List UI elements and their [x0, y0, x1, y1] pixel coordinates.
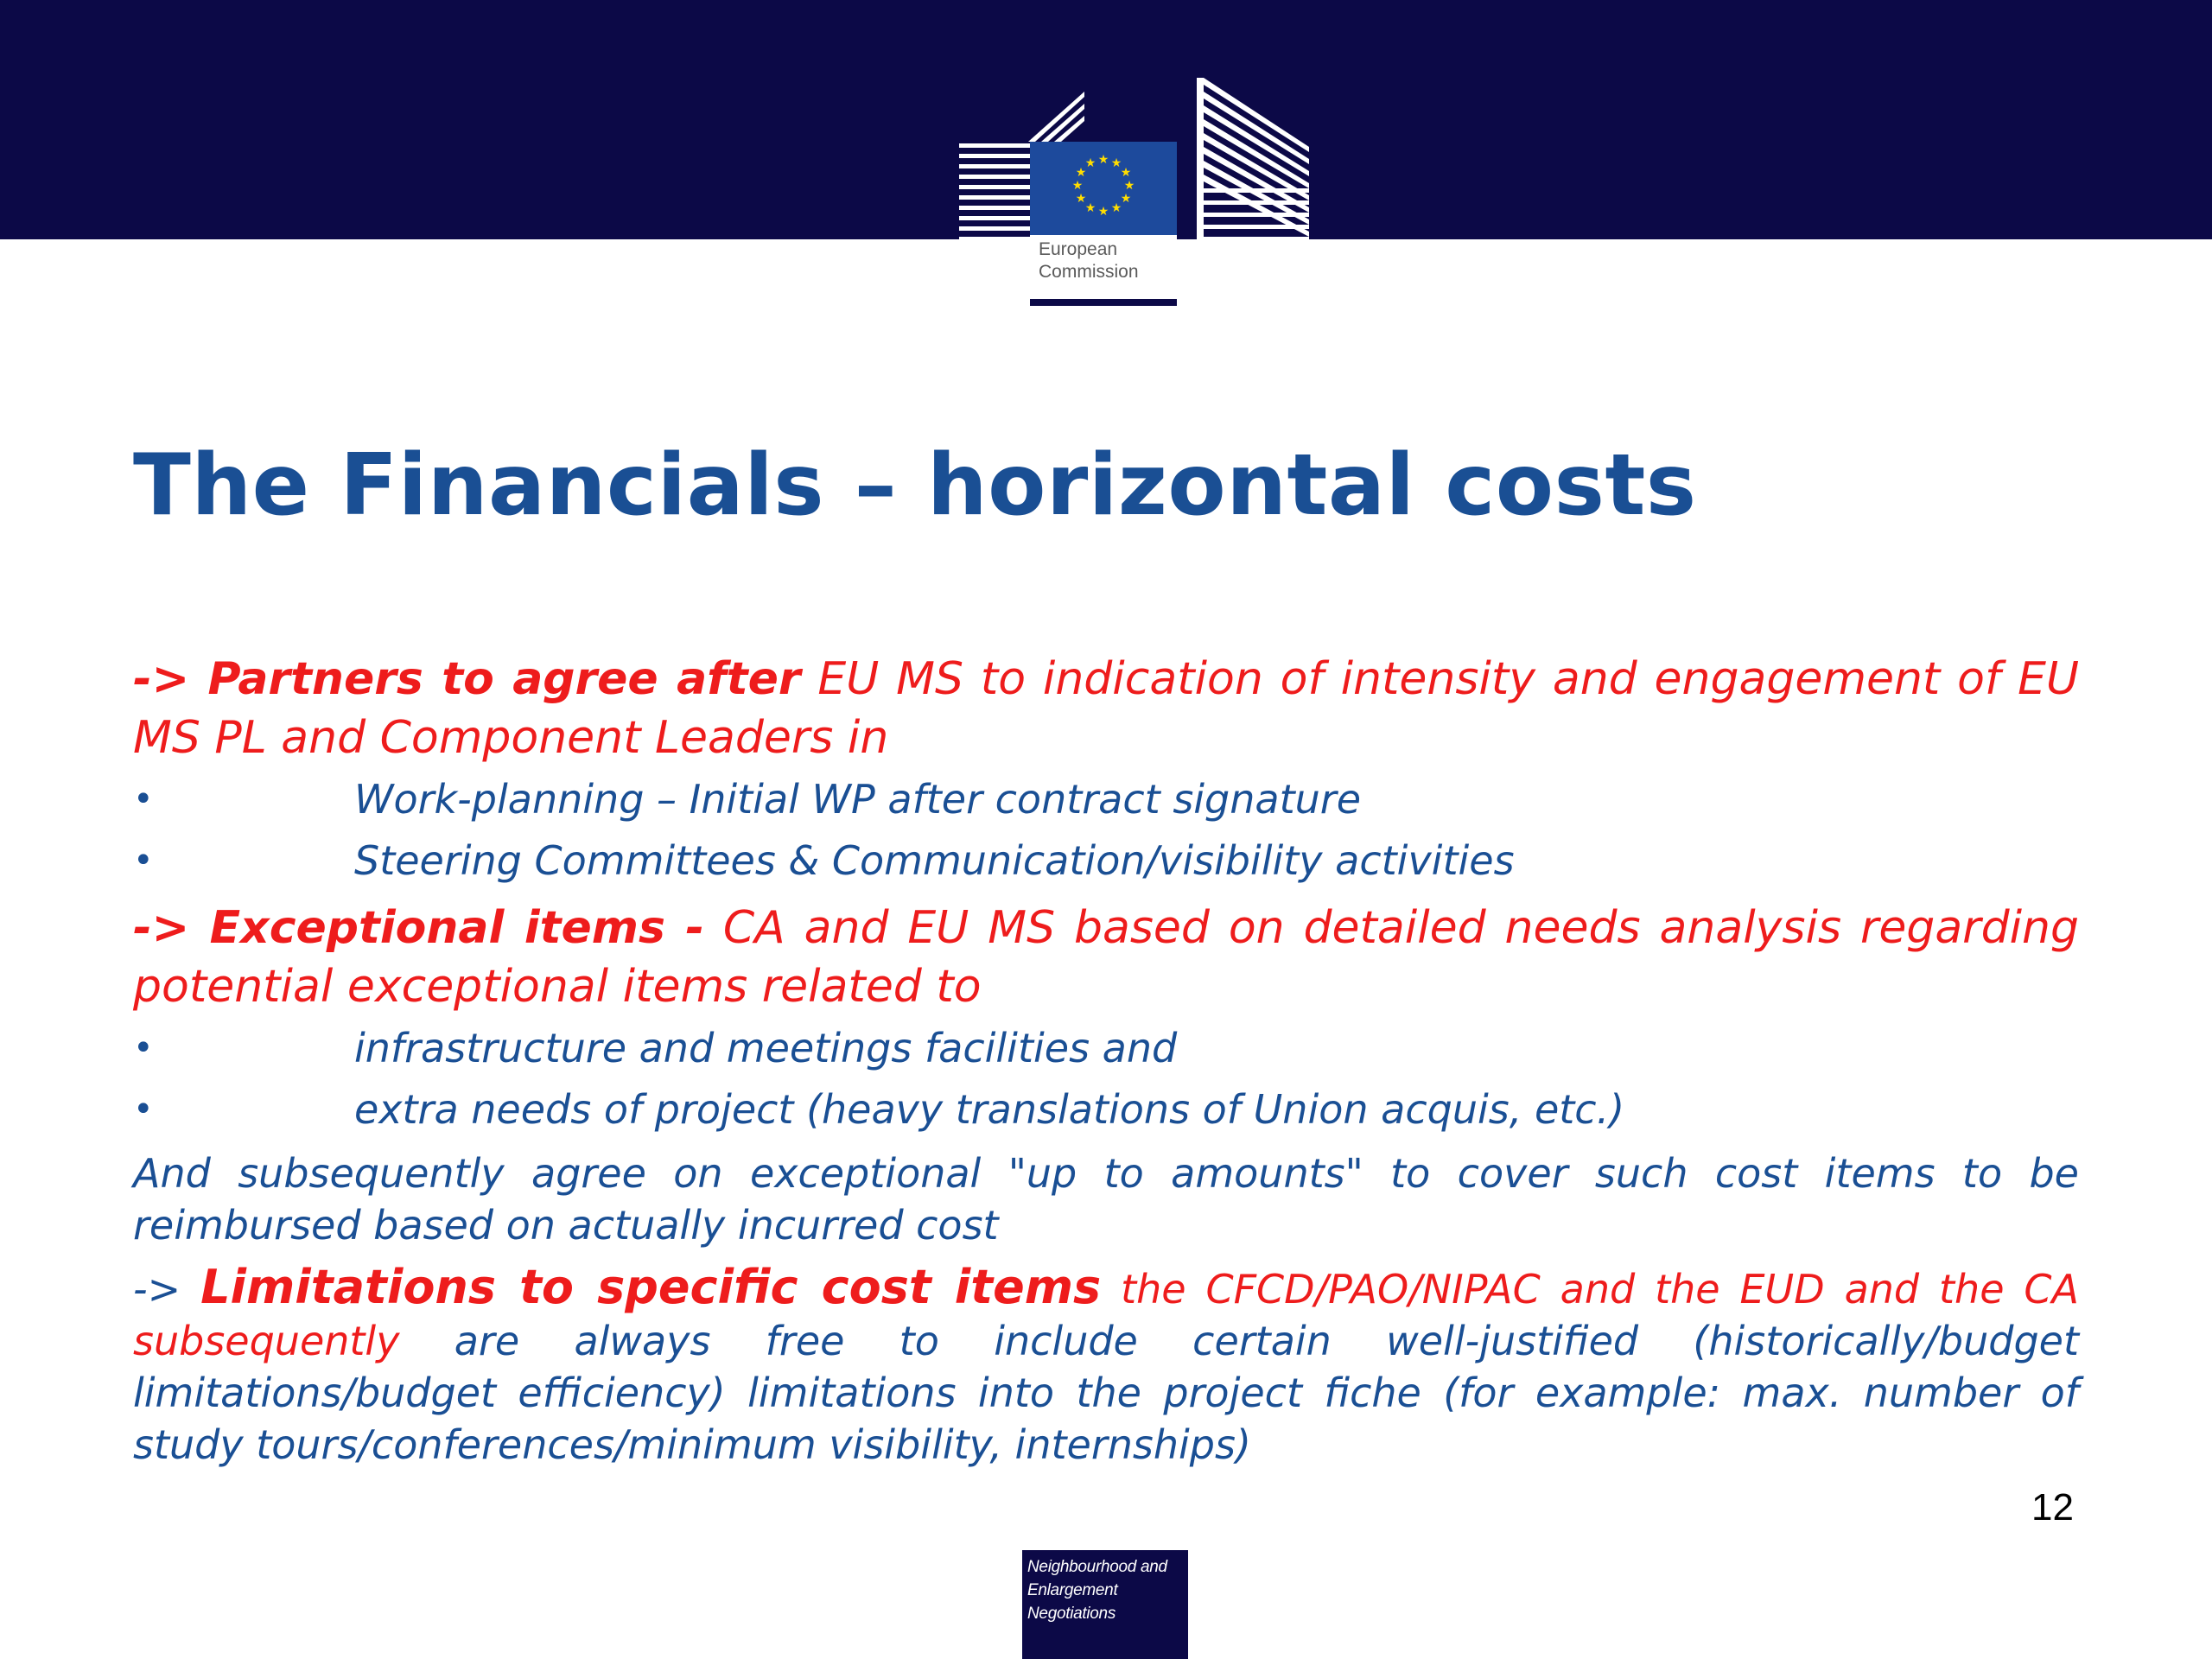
logo-line-2: Commission	[1039, 262, 1139, 282]
svg-text:★: ★	[1110, 156, 1122, 170]
svg-text:★: ★	[1097, 205, 1109, 219]
svg-text:★: ★	[1123, 179, 1135, 193]
bullet-icon: •	[133, 1028, 154, 1068]
paragraph-exceptional-text: CA and EU MS based on detailed needs analysis regarding potential exceptional items related to	[133, 902, 2079, 1013]
bullet-list-2	[133, 1018, 2079, 1141]
bullet-icon: •	[133, 1090, 154, 1129]
svg-text:★: ★	[1084, 201, 1096, 215]
svg-text:★: ★	[1120, 166, 1132, 180]
paragraph-limitations-arrow: ->	[133, 1266, 201, 1313]
svg-text:★: ★	[1110, 201, 1122, 215]
dg-near-footer-logo	[1022, 1550, 1188, 1659]
slide-title: The Financials – horizontal costs	[133, 436, 1697, 535]
paragraph-limitations-lead: Limitations to specific cost items	[200, 1260, 1102, 1314]
svg-text:★: ★	[1097, 153, 1109, 167]
paragraph-subsequently: And subsequently agree on exceptional "up to amounts" to cover such cost items to be reimbursed based on actually incurred cost	[133, 1150, 2079, 1249]
paragraph-exceptional-lead: -> Exceptional items -	[133, 902, 704, 954]
footer-line-1: Neighbourhood and	[1027, 1558, 1167, 1576]
logo-box	[1030, 142, 1177, 306]
paragraph-partners-text: EU MS to indication of intensity and engagement of EU MS PL and Component Leaders in	[133, 653, 2079, 764]
list-item-text: infrastructure and meetings facilities and	[354, 1025, 1178, 1071]
bullet-icon: •	[133, 779, 154, 819]
svg-text:★: ★	[1075, 166, 1087, 180]
list-item	[133, 1079, 2079, 1141]
list-item-text: Steering Committees & Communication/visibility activities	[354, 837, 1515, 884]
eu-flag-icon	[1030, 142, 1177, 235]
logo-line-1: European	[1039, 239, 1118, 259]
svg-text:★: ★	[1120, 192, 1132, 206]
bullet-icon: •	[133, 841, 154, 880]
list-item	[133, 830, 2079, 892]
paragraph-partners-lead: -> Partners to agree after	[133, 653, 801, 705]
list-item-text: extra needs of project (heavy translations of Union acquis, etc.)	[354, 1086, 1625, 1133]
svg-text:★: ★	[1075, 192, 1087, 206]
footer-line-2: Enlargement	[1027, 1581, 1118, 1599]
european-commission-logo	[959, 71, 1305, 313]
list-item-text: Work-planning – Initial WP after contract signature	[354, 776, 1362, 823]
slide-body	[133, 650, 2079, 1471]
bullet-list-1	[133, 769, 2079, 892]
logo-wordmark	[1039, 238, 1168, 283]
paragraph-limitations-red-text: the CFCD/PAO/NIPAC and the EUD and the CA subsequently	[133, 1266, 2080, 1364]
page-number: 12	[2031, 1486, 2074, 1529]
footer-line-3: Negotiations	[1027, 1605, 1116, 1623]
building-right-icon	[1197, 78, 1309, 247]
list-item	[133, 769, 2079, 830]
paragraph-limitations-text: are always free to include certain well-justified (historically/budget limitations/budget efficiency) limitations into the project fiche (for example: max. number of study tours/conferences/minimum visibility, internships)	[133, 1318, 2079, 1468]
paragraph-exceptional	[133, 899, 2079, 1016]
paragraph-limitations	[133, 1262, 2079, 1471]
svg-text:★: ★	[1084, 156, 1096, 170]
paragraph-partners	[133, 650, 2079, 767]
svg-text:★: ★	[1071, 179, 1084, 193]
list-item	[133, 1018, 2079, 1079]
